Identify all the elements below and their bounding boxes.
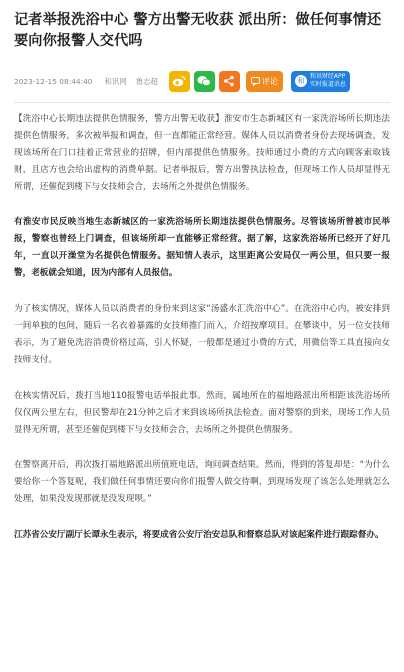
source-link[interactable]: 和讯网 xyxy=(104,76,127,86)
weibo-icon xyxy=(172,75,186,87)
wechat-icon xyxy=(197,75,211,87)
comment-icon xyxy=(251,77,260,86)
article-title: 记者举报洗浴中心 警方出警无收获 派出所：做任何事情还要向你报警人交代吗 xyxy=(14,12,382,49)
wechat-share-button[interactable] xyxy=(194,71,215,92)
article-meta xyxy=(0,68,404,94)
app-download-button[interactable] xyxy=(291,71,350,92)
comment-button[interactable] xyxy=(246,71,283,92)
comment-label: 评论 xyxy=(261,76,278,86)
publish-date: 2023-12-15 08:44:40 xyxy=(14,76,93,86)
app-line-1: 和讯财经APP xyxy=(309,73,346,80)
meta-divider xyxy=(14,102,390,103)
share-bar xyxy=(169,71,350,92)
hexun-app-icon: 和 xyxy=(295,75,307,87)
app-line-2: 实时报道消息 xyxy=(309,81,346,88)
share-icon xyxy=(223,75,235,87)
paragraph: 在警察离开后，再次拨打福地路派出所值班电话，询问调查结果。然而，得到的答复却是：“为什么要给你一个答复呢，我们做任何事情还要向你们报警人做交待啊，到现场发现了该怎么处理就怎么处理，如果没发现那就是没发现呗。” xyxy=(14,460,390,504)
paragraph: 为了核实情况，媒体人员以消费者的身份来到这家“汤盛水汇洗浴中心”。在洗浴中心内，被安排到一间单独的包间，随后一名衣着暴露的女技师推门而入，介绍按摩项目。在攀谈中，另一位女技师表示，为了避免洗浴消费价格过高，引人怀疑，一般都是通过小费的方式，用微信等工具直接向女技师支付。 xyxy=(14,304,390,365)
paragraph: 【洗浴中心长期违法提供色情服务，警方出警无收获】淮安市生态新城区有一家洗浴场所长期违法提供色情服务，多次被举报和调查，但一直都能正常经营。媒体人员以消费者身份去现场调查，发现该场所在门口挂着正常营业的招牌，但内部提供色情服务。技师通过小费的方式向顾客索取钱财，且店方也会给出虚构的消费单据。记者举报后，警方出警执法检查，但现场工作人员却显得无所谓，还催促到楼下与女技师会合，去场所之外提供色情服务。 xyxy=(14,114,390,192)
author-name: 鲁志超 xyxy=(135,76,158,86)
paragraph: 在核实情况后，拨打当地110报警电话举报此事。然而，属地所在的福地路派出所相距该洗浴场所仅仅两公里左右，但民警却在21分钟之后才来到该场所执法检查。面对警察的到来，现场工作人员显得无所谓，甚至还催促到楼下与女技师会合，去场所之外提供色情服务。 xyxy=(14,391,390,435)
paragraph: 江苏省公安厅副厅长谭永生表示，将要成省公安厅治安总队和督察总队对该起案件进行跟踪督办。 xyxy=(14,530,384,540)
weibo-share-button[interactable] xyxy=(169,71,190,92)
article-body xyxy=(0,111,404,544)
share-button[interactable] xyxy=(219,71,240,92)
paragraph: 有淮安市民反映当地生态新城区的一家洗浴场所长期违法提供色情服务。尽管该场所曾被市民举报，警察也曾经上门调查，但该场所却一直能够正常经营。据了解，这家洗浴场所已经开了好几年，一直以开澡堂为名提供色情服务。据知情人表示，这里距离公安局仅一两公里，但只要一报警，老板就会知道，因为内部有人员报信。 xyxy=(14,217,390,278)
